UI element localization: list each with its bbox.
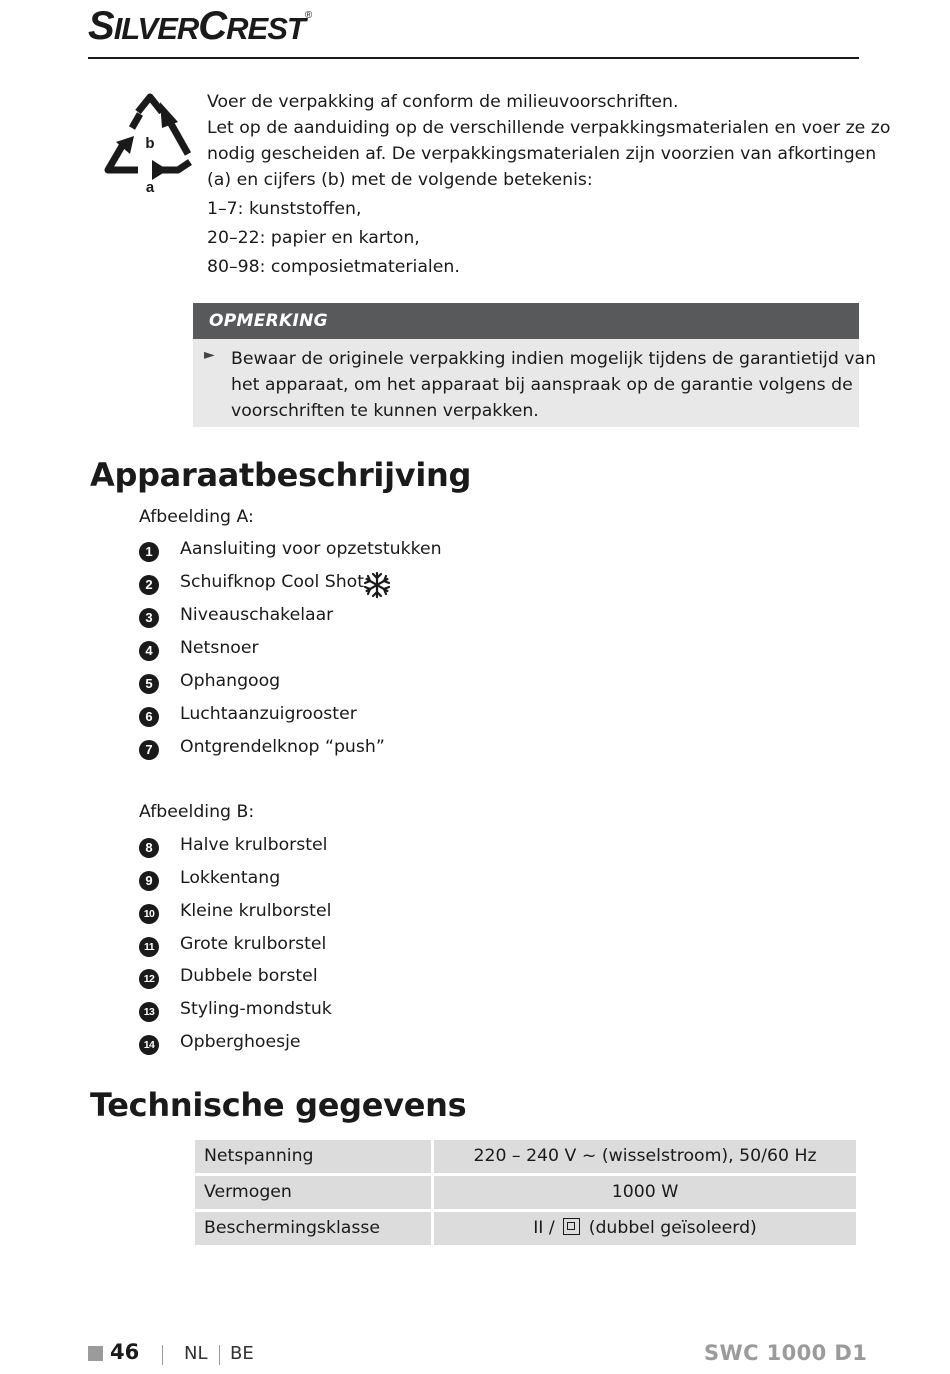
part-label: Niveauschakelaar xyxy=(180,605,334,625)
part-label: Kleine krulborstel xyxy=(180,901,332,921)
figure-b-label: Afbeelding B: xyxy=(139,802,255,822)
figure-a-label: Afbeelding A: xyxy=(139,507,254,527)
part-label: Ophangoog xyxy=(180,671,281,691)
spec-label: Vermogen xyxy=(195,1176,431,1209)
model-number: SWC 1000 D1 xyxy=(704,1341,868,1365)
recycle-code-range: 1–7: kunststoffen, xyxy=(207,199,362,219)
note-text-line: het apparaat, om het apparaat bij aanspraak op de garantie volgens de xyxy=(231,375,853,395)
recycle-code-a: a xyxy=(145,179,155,196)
section-heading-specs: Technische gegevens xyxy=(90,1086,467,1124)
recycle-text-line: Voer de verpakking af conform de milieuvoorschriften. xyxy=(207,92,679,112)
snowflake-icon xyxy=(363,571,391,599)
part-label: Opberghoesje xyxy=(180,1032,301,1052)
part-number-badge: 5 xyxy=(139,674,159,694)
part-label: Ontgrendelknop “push” xyxy=(180,737,385,757)
spec-label: Netspanning xyxy=(195,1140,431,1173)
recycle-text-line: nodig gescheiden af. De verpakkingsmaterialen zijn voorzien van afkortingen xyxy=(207,144,877,164)
part-label: Styling-mondstuk xyxy=(180,999,332,1019)
spec-value: 220 – 240 V ~ (wisselstroom), 50/60 Hz xyxy=(434,1140,856,1173)
part-number-badge: 4 xyxy=(139,641,159,661)
note-text-line: Bewaar de originele verpakking indien mogelijk tijdens de garantietijd van xyxy=(231,349,877,369)
footer-separator xyxy=(162,1345,163,1365)
recycle-icon xyxy=(100,92,200,196)
spec-value-prefix: II / xyxy=(533,1218,555,1238)
spec-label: Beschermingsklasse xyxy=(195,1212,431,1245)
note-text-line: voorschriften te kunnen verpakken. xyxy=(231,401,539,421)
footer-language: NL xyxy=(184,1343,208,1364)
part-label: Schuifknop Cool Shot xyxy=(180,572,365,592)
section-heading-description: Apparaatbeschrijving xyxy=(90,456,472,494)
part-label: Dubbele borstel xyxy=(180,966,318,986)
part-number-badge: 13 xyxy=(139,1002,159,1022)
part-number-badge: 14 xyxy=(139,1035,159,1055)
recycle-code-range: 20–22: papier en karton, xyxy=(207,228,420,248)
part-number-badge: 11 xyxy=(139,937,159,957)
part-number-badge: 10 xyxy=(139,904,159,924)
page-number: 46 xyxy=(110,1340,140,1364)
header-divider xyxy=(88,57,859,59)
part-label: Netsnoer xyxy=(180,638,259,658)
spec-value xyxy=(434,1212,856,1245)
part-number-badge: 2 xyxy=(139,575,159,595)
footer-separator xyxy=(219,1345,220,1365)
bullet-arrow-icon: ► xyxy=(204,347,215,363)
footer-language: BE xyxy=(230,1343,254,1364)
part-number-badge: 3 xyxy=(139,608,159,628)
spec-value-suffix: (dubbel geïsoleerd) xyxy=(588,1218,757,1238)
part-label: Lokkentang xyxy=(180,868,281,888)
part-label: Luchtaanzuigrooster xyxy=(180,704,357,724)
recycle-code-range: 80–98: composietmaterialen. xyxy=(207,257,460,277)
footer-square-icon xyxy=(88,1346,103,1361)
part-label: Halve krulborstel xyxy=(180,835,328,855)
recycle-code-b: b xyxy=(145,135,155,152)
recycle-text-line: Let op de aanduiding op de verschillende verpakkingsmaterialen en voer ze zo xyxy=(207,118,891,138)
part-number-badge: 7 xyxy=(139,740,159,760)
part-number-badge: 1 xyxy=(139,542,159,562)
part-number-badge: 9 xyxy=(139,871,159,891)
double-insulation-icon xyxy=(563,1218,580,1235)
part-label: Grote krulborstel xyxy=(180,934,327,954)
note-title: OPMERKING xyxy=(209,311,328,331)
part-label: Aansluiting voor opzetstukken xyxy=(180,539,442,559)
recycle-text-line: (a) en cijfers (b) met de volgende betekenis: xyxy=(207,170,593,190)
part-number-badge: 6 xyxy=(139,707,159,727)
part-number-badge: 8 xyxy=(139,838,159,858)
brand-logo: SILVERCREST® xyxy=(88,4,312,48)
part-number-badge: 12 xyxy=(139,969,159,989)
spec-value: 1000 W xyxy=(434,1176,856,1209)
